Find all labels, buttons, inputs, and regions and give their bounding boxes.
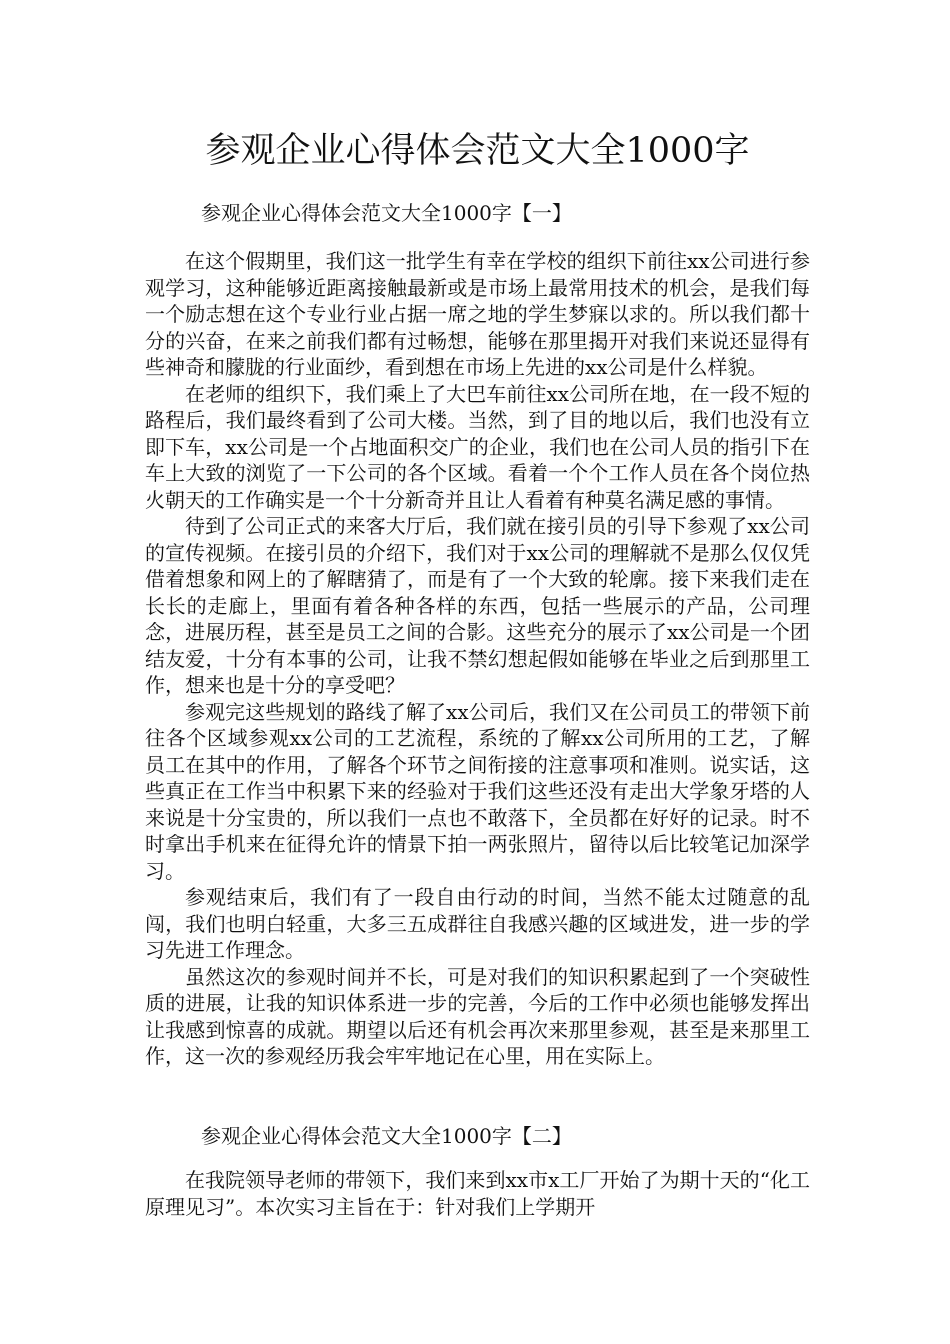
paragraph: 在这个假期里，我们这一批学生有幸在学校的组织下前往xx公司进行参观学习，这种能够近距离接触最新或是市场上最常用技术的机会，是我们每一个励志想在这个专业行业占据一席之地的学生梦寐以求的。所以我们都十分的兴奋，在来之前我们都有过畅想，能够在那里揭开对我们来说还显得有些神奇和朦胧的行业面纱，看到想在市场上先进的xx公司是什么样貌。 bbox=[145, 249, 810, 379]
section-heading-2: 参观企业心得体会范文大全1000字【二】 bbox=[201, 1124, 572, 1148]
paragraph: 参观完这些规划的路线了解了xx公司后，我们又在公司员工的带领下前往各个区域参观xx公司的工艺流程，系统的了解xx公司所用的工艺，了解员工在其中的作用，了解各个环节之间衔接的注意事项和准则。说实话，这些真正在工作当中积累下来的经验对于我们这些还没有走出大学象牙塔的人来说是十分宝贵的，所以我们一点也不敢落下，全员都在好好的记录。时不时拿出手机来在征得允许的情景下拍一两张照片，留待以后比较笔记加深学习。 bbox=[145, 699, 810, 883]
section-heading-1: 参观企业心得体会范文大全1000字【一】 bbox=[201, 201, 572, 225]
paragraph: 在老师的组织下，我们乘上了大巴车前往xx公司所在地，在一段不短的路程后，我们最终看到了公司大楼。当然，到了目的地以后，我们也没有立即下车，xx公司是一个占地面积交广的企业，我们也在公司人员的指引下在车上大致的浏览了一下公司的各个区域。看着一个个工作人员在各个岗位热火朝天的工作确实是一个十分新奇并且让人看着有种莫名满足感的事情。 bbox=[145, 381, 810, 512]
paragraph: 待到了公司正式的来客大厅后，我们就在接引员的引导下参观了xx公司的宣传视频。在接引员的介绍下，我们对于xx公司的理解就不是那么仅仅凭借着想象和网上的了解瞎猜了，而是有了一个大致的轮廓。接下来我们走在长长的走廊上，里面有着各种各样的东西，包括一些展示的产品，公司理念，进展历程，甚至是员工之间的合影。这些充分的展示了xx公司是一个团结友爱，十分有本事的公司，让我不禁幻想起假如能够在毕业之后到那里工作，想来也是十分的享受吧？ bbox=[145, 514, 810, 697]
paragraph: 参观结束后，我们有了一段自由行动的时间，当然不能太过随意的乱闯，我们也明白轻重，大多三五成群往自我感兴趣的区域进发，进一步的学习先进工作理念。 bbox=[145, 885, 810, 962]
paragraph: 在我院领导老师的带领下，我们来到xx市x工厂开始了为期十天的“化工原理见习”。本次实习主旨在于：针对我们上学期开 bbox=[145, 1168, 810, 1219]
section-2-body bbox=[145, 1167, 810, 1220]
document-title: 参观企业心得体会范文大全1000字 bbox=[205, 131, 750, 171]
section-1-body bbox=[145, 248, 810, 1070]
paragraph: 虽然这次的参观时间并不长，可是对我们的知识积累起到了一个突破性质的进展，让我的知识体系进一步的完善，今后的工作中必须也能够发挥出让我感到惊喜的成就。期望以后还有机会再次来那里参观，甚至是来那里工作，这一次的参观经历我会牢牢地记在心里，用在实际上。 bbox=[145, 964, 810, 1068]
